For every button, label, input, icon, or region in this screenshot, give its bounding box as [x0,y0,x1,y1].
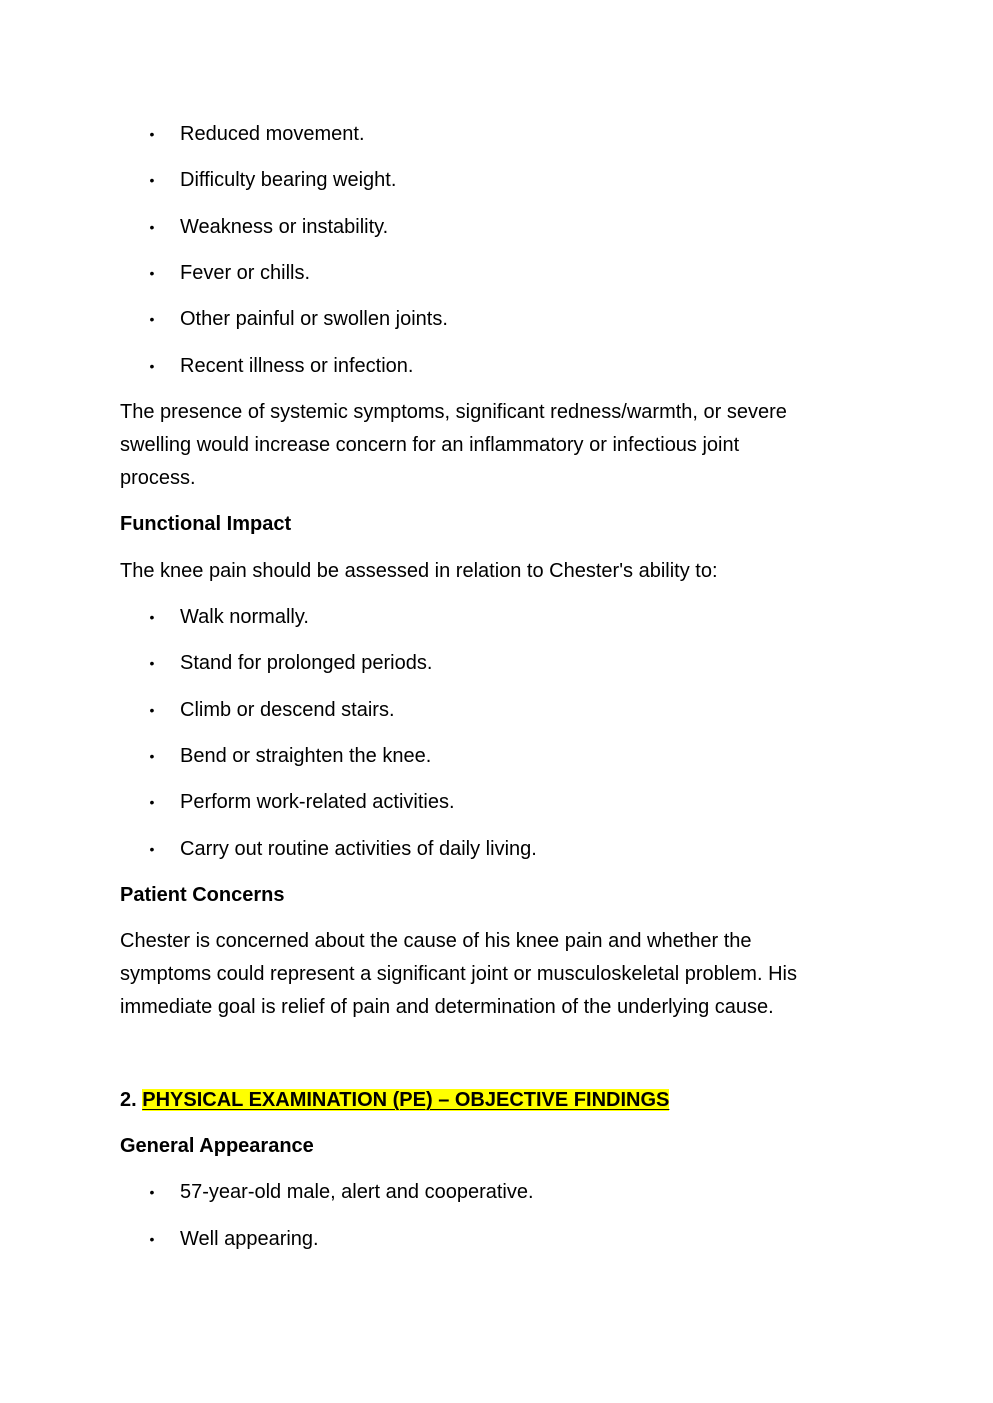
bullet-icon: • [149,126,155,142]
paragraph-line: symptoms could represent a significant joint or musculoskeletal problem. His [120,963,797,985]
functional-impact-heading: Functional Impact [120,513,292,535]
paragraph-line: The presence of systemic symptoms, significant redness/warmth, or severe [120,401,787,423]
bullet-icon: • [149,609,155,625]
bullet-icon: • [149,1184,155,1200]
general-appearance-heading: General Appearance [120,1135,314,1157]
bullet-icon: • [149,794,155,810]
section-number: 2. [120,1089,137,1111]
bullet-icon: • [149,1231,155,1247]
bullet-icon: • [149,748,155,764]
bullet-icon: • [149,702,155,718]
section-heading [120,1084,669,1117]
patient-concerns-heading: Patient Concerns [120,884,285,906]
bullet-icon: • [149,311,155,327]
bullet-icon: • [149,358,155,374]
bullet-icon: • [149,172,155,188]
paragraph-line: process. [120,467,196,489]
bullet-icon: • [149,219,155,235]
paragraph-line: swelling would increase concern for an inflammatory or infectious joint [120,434,740,456]
functional-impact-intro: The knee pain should be assessed in relation to Chester's ability to: [120,560,718,582]
section-title: PHYSICAL EXAMINATION (PE) – OBJECTIVE FINDINGS [142,1089,670,1111]
bullet-icon: • [149,841,155,857]
bullet-icon: • [149,265,155,281]
paragraph-line: Chester is concerned about the cause of his knee pain and whether the [120,930,752,952]
bullet-icon: • [149,655,155,671]
paragraph-line: immediate goal is relief of pain and determination of the underlying cause. [120,996,774,1018]
